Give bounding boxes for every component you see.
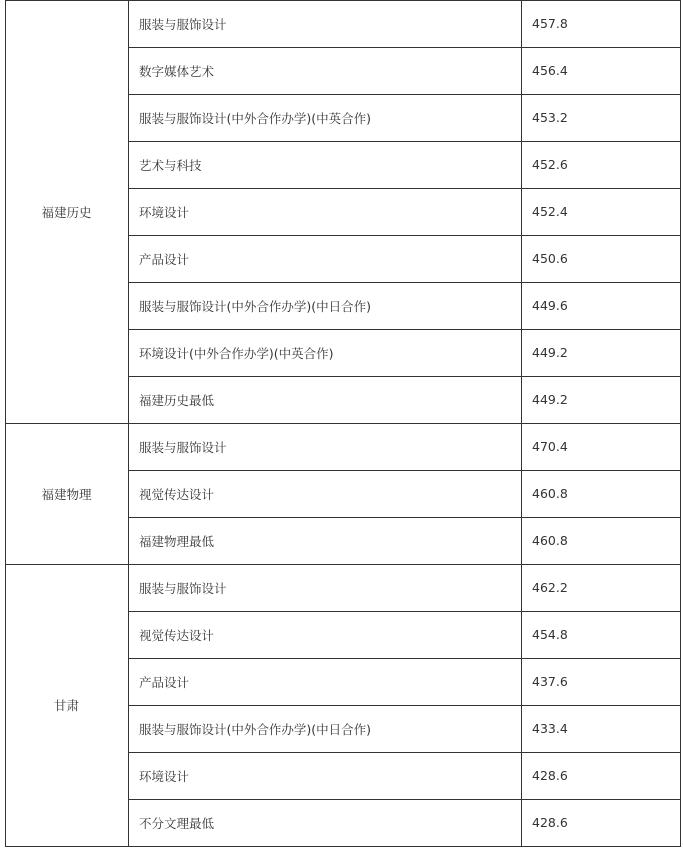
major-cell: 服装与服饰设计(中外合作办学)(中日合作)	[139, 298, 372, 314]
major-cell: 服装与服饰设计	[139, 439, 227, 455]
score-cell: 460.8	[532, 533, 568, 548]
major-cell: 环境设计	[139, 204, 190, 220]
major-cell: 数字媒体艺术	[139, 63, 215, 79]
score-cell: 428.6	[532, 815, 568, 830]
score-cell: 449.2	[532, 345, 568, 360]
major-cell: 视觉传达设计	[139, 486, 215, 502]
score-cell: 437.6	[532, 674, 568, 689]
major-cell: 服装与服饰设计	[139, 16, 227, 32]
score-cell: 433.4	[532, 721, 568, 736]
score-cell: 460.8	[532, 486, 568, 501]
major-cell: 视觉传达设计	[139, 627, 215, 643]
score-cell: 450.6	[532, 251, 568, 266]
major-cell: 产品设计	[139, 674, 190, 690]
score-cell: 452.4	[532, 204, 568, 219]
major-cell: 服装与服饰设计(中外合作办学)(中日合作)	[139, 721, 372, 737]
major-cell: 环境设计(中外合作办学)(中英合作)	[139, 345, 334, 361]
score-cell: 454.8	[532, 627, 568, 642]
major-cell: 不分文理最低	[139, 815, 215, 831]
score-cell: 470.4	[532, 439, 568, 454]
region-cell: 福建物理	[41, 486, 92, 502]
region-cell: 福建历史	[41, 204, 92, 220]
score-cell: 449.2	[532, 392, 568, 407]
column-border	[5, 0, 6, 846]
score-cell: 449.6	[532, 298, 568, 313]
major-cell: 服装与服饰设计(中外合作办学)(中英合作)	[139, 110, 372, 126]
score-cell: 462.2	[532, 580, 568, 595]
score-cell: 428.6	[532, 768, 568, 783]
major-cell: 服装与服饰设计	[139, 580, 227, 596]
score-cell: 457.8	[532, 16, 568, 31]
major-cell: 环境设计	[139, 768, 190, 784]
score-cell: 452.6	[532, 157, 568, 172]
table-bottom-border	[5, 846, 681, 847]
column-border	[128, 0, 129, 846]
major-cell: 产品设计	[139, 251, 190, 267]
score-cell: 453.2	[532, 110, 568, 125]
column-border	[680, 0, 681, 846]
major-cell: 福建物理最低	[139, 533, 215, 549]
region-cell: 甘肃	[53, 698, 79, 713]
column-border	[521, 0, 522, 846]
major-cell: 福建历史最低	[139, 392, 215, 408]
score-cell: 456.4	[532, 63, 568, 78]
major-cell: 艺术与科技	[139, 157, 202, 173]
